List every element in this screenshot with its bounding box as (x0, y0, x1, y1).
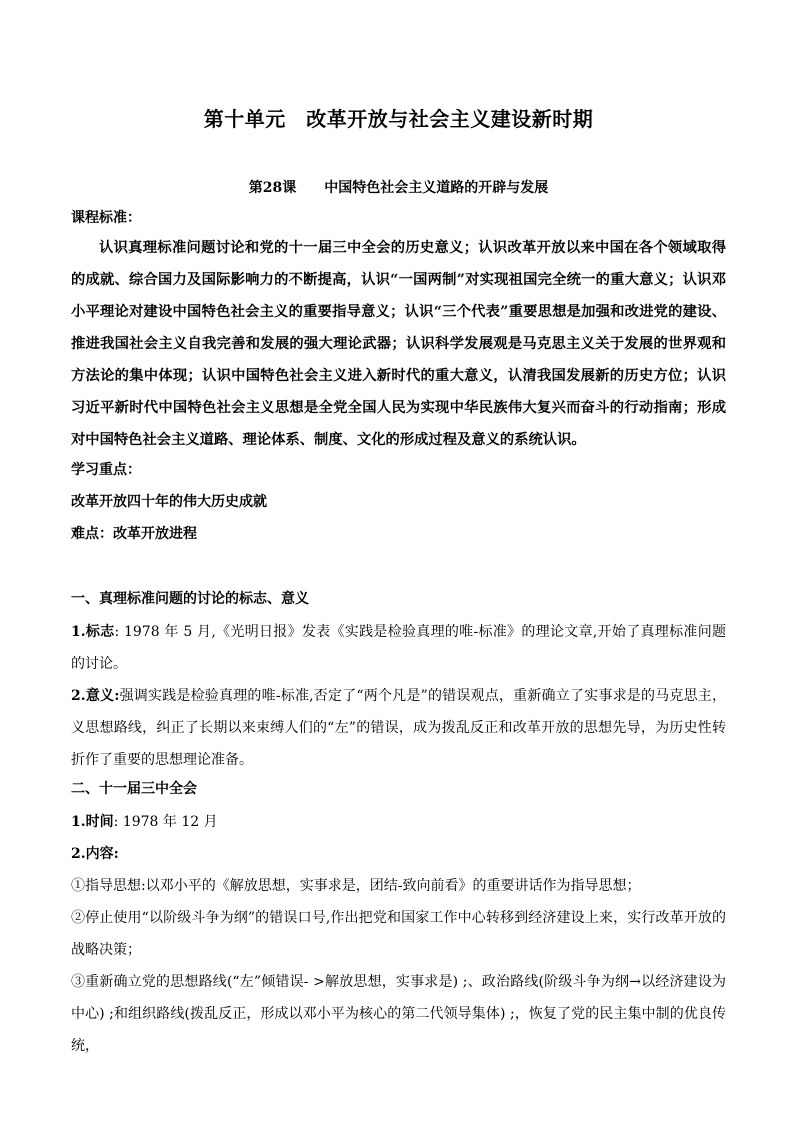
section1-heading: 一、真理标准问题的讨论的标志、意义 (71, 591, 309, 607)
section2-heading: 二、十一届三中全会 (71, 781, 197, 797)
curriculum-body: 认识真理标准问题讨论和党的十一届三中全会的历史意义；认识改革开放以来中国在各个领域取得的成就、综合国力及国际影响力的不断提高，认识“一国两制”对实现祖国完全统一的重大意义；认识邓小平理论对建设中国特色社会主义的重要指导意义；认识“三个代表”重要思想是加强和改进党的建设、推进我国社会主义自我完善和发展的强大理论武器；认识科学发展观是马克思主义关于发展的世界观和方法论的集中体现；认识中国特色社会主义进入新时代的重大意义，认清我国发展新的历史方位；认识习近平新时代中国特色社会主义思想是全党全国人民为实现中华民族伟大复兴而奋斗的行动指南；形成对中国特色社会主义道路、理论体系、制度、文化的形成过程及意义的系统认识。 (71, 240, 726, 448)
section1-item2-body: 强调实践是检验真理的唯-标准,否定了“两个凡是”的错误观点，重新确立了实事求是的马克思主，义思想路线，纠正了长期以来束缚人们的“左”的错误，成为拨乱反正和改革开放的思想先导，为历史性转折作了重要的思想理论准备。 (71, 688, 726, 768)
section2-item1-lead: 1.时间 (71, 814, 114, 830)
section1-item1-lead: 1.标志 (71, 624, 115, 640)
section2-point1: ①指导思想:以邓小平的《解放思想，实事求是，团结-致向前看》的重要讲话作为指导思想； (71, 878, 641, 894)
focus-heading: 学习重点： (71, 462, 141, 478)
section1-item2-lead: 2.意义: (71, 688, 120, 704)
section2-point3: ③重新确立党的思想路线(“左”倾错误- >解放思想，实事求是) ;、政治路线(阶级斗争为纲→以经济建设为中心) ;和组织路线(拨乱反正，形成以邓小平为核心的第二代领导集体) ;，恢复了党的民主集中制的优良传统， (71, 974, 726, 1054)
section2-item2-lead: 2.内容: (71, 846, 119, 862)
section1-item1-body: : 1978 年 5 月,《光明日报》发表《实践是检验真理的唯-标准》的理论文章,开始了真理标准问题的讨论。 (71, 624, 726, 672)
section1-item2 (71, 680, 726, 776)
curriculum-heading: 课程标准： (71, 210, 141, 226)
difficulty-line: 难点：改革开放进程 (71, 526, 197, 542)
section2-item1 (71, 806, 726, 838)
focus-body: 改革开放四十年的伟大历史成就 (71, 494, 267, 510)
section2-item1-body: : 1978 年 12 月 (113, 814, 218, 830)
lesson-title: 第28课 中国特色社会主义道路的开辟与发展 (248, 180, 549, 196)
unit-title: 第十单元 改革开放与社会主义建设新时期 (203, 107, 594, 131)
section2-point2: ②停止使用“以阶级斗争为纲”的错误口号,作出把党和国家工作中心转移到经济建设上来，实行改革开放的战略决策； (71, 910, 726, 958)
section1-item1 (71, 616, 726, 680)
